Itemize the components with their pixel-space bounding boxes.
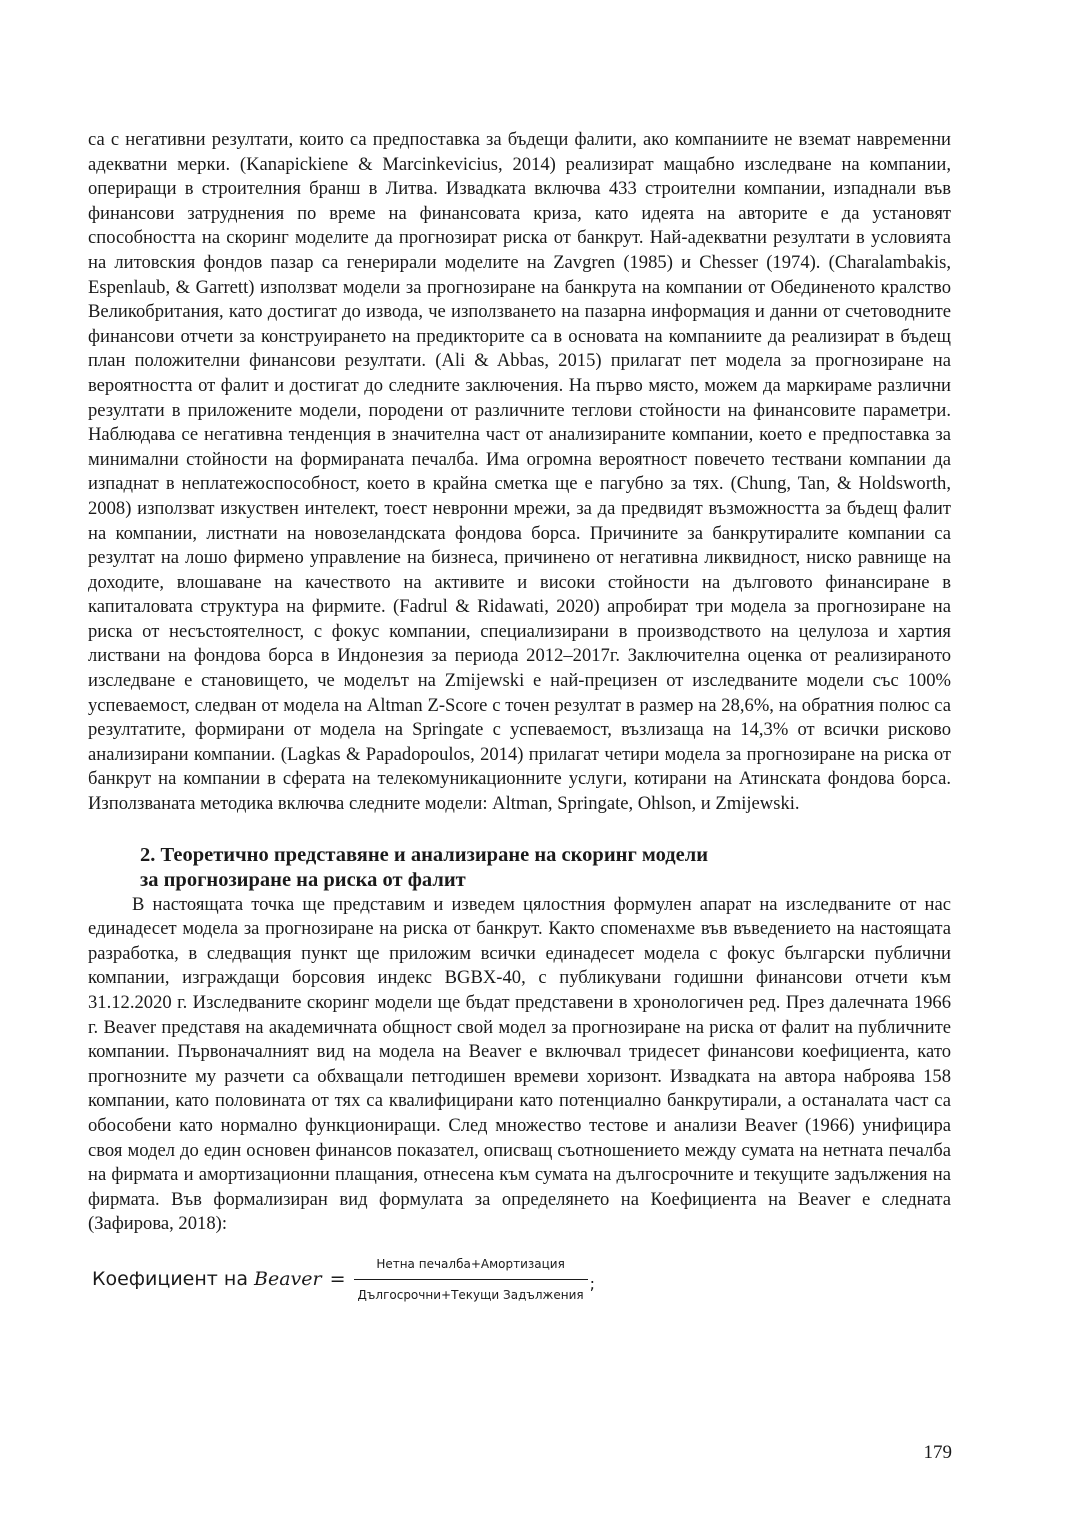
body-paragraph-2: В настоящата точка ще представим и изведем цялостния формулен апарат на изследваните от нас единадесет модела за прогнозиране на риска от банкрут. Както споменахме във въведението на настоящата разработка, в следващия пункт ще приложим всички единадесет модела с фокус български публични компании, изграждащи борсовия индекс BGBX-40, с публикувани годишни финансови отчети към 31.12.2020 г. Изследваните скоринг модели ще бъдат представени в хронологичен ред. През далечната 1966 г. Beaver представя на академичната общност свой модел за прогнозиране на риска от фалит на публичните компании. Първоначалният вид на модела на Beaver е включвал тридесет финансови коефициента, като прогнозните му разчети са обхващали петгодишен времеви хоризонт. Извадката на автора наброява 158 компании, като половината от тях са квалифицирани като потенциално банкрутирали, а останалата част са обособени като нормално функциониращи. След множество тестове и анализи Beaver (1966) унифицира своя модел до един основен финансов показател, описващ съотношението между сумата на нетната печалба на фирмата и амортизационни плащания, отнесена към сумата на дългосрочните и текущите задължения на фирмата. Във формализиран вид формулата за определянето на Коефициента на Beaver е следната (Зафирова, 2018): bbox=[88, 893, 951, 1235]
section-heading bbox=[140, 843, 951, 893]
formula-lhs bbox=[92, 1267, 322, 1292]
formula-lhs-variable: Beaver bbox=[254, 1268, 322, 1291]
formula-fraction bbox=[354, 1252, 588, 1307]
body-paragraph-1: са с негативни резултати, които са предпоставка за бъдещи фалити, ако компаниите не вземат навременни адекватни мерки. (Kanapickiene & Marcinkevicius, 2014) реализират мащабно изследване на компании, опериращи в строителния бранш в Литва. Извадката включва 433 строителни компании, изпаднали във финансови затруднения по време на финансовата криза, като идеята на авторите е да установят способността на скоринг моделите да прогнозират риска от банкрут. Най-адекватни резултати в условията на литовския фондов пазар са генерирали моделите на Zavgren (1985) и Chesser (1974). (Charalambakis, Espenlaub, & Garrett) използват модели за прогнозиране на банкрута на компании от Обединеното кралство Великобритания, като достигат до извода, че използването на пазарна информация и данни от счетоводните финансови отчети за конструирането на предикторите са в основата на компаниите да реализират в бъдещ план положителни финансови резултати. (Ali & Abbas, 2015) прилагат пет модела за прогнозиране на вероятността от фалит и достигат до следните заключения. На първо място, можем да маркираме различни резултати в приложените модели, породени от различните теглови стойности на финансовите параметри. Наблюдава се негативна тенденция в значителна част от анализираните компании, което е предпоставка за минимални стойности на формираната печалба. Има огромна вероятност повечето тествани компании да изпаднат в неплатежоспособност, което в крайна сметка ще е пагубно за тях. (Chung, Tan, & Holdsworth, 2008) използват изкуствен интелект, тоест невронни мрежи, за да предвидят възможността за бъдещ фалит на компании, листнати на новозеландската фондова борса. Причините за банкрутиралите компании са резултат на лошо фирмено управление на бизнеса, причинено от негативна ликвидност, ниско равнище на доходите, влошаване на качеството на активите и високи стойности на дълговото финансиране в капиталовата структура на фирмите. (Fadrul & Ridawati, 2020) апробират три модела за прогнозиране на риска от несъстоятелност, с фокус компании, специализирани в производството на целулоза и хартия листвани на фондова борса в Индонезия за периода 2012–2017г. Заключителна оценка от реализираното изследване е становището, че моделът на Zmijewski е най-прецизен от изследваните модели със 100% успеваемост, следван от модела на Altman Z-Score с точен резултат в размер на 28,6%, на обратния полюс са резултатите, формирани от модела на Springate с успеваемост, възлизаща на 14,3% от всички рисково анализирани компании. (Lagkas & Papadopoulos, 2014) прилагат четири модела за прогнозиране на риска от банкрут на компании в сферата на телекомуникационните услуги, котирани на Атинската фондова борса. Използваната методика включва следните модели: Altman, Springate, Ohlson, и Zmijewski. bbox=[88, 129, 951, 815]
formula-equals: = bbox=[329, 1268, 346, 1291]
section-heading-line-1: 2. Теоретично представяне и анализиране на скоринг модели bbox=[140, 843, 709, 866]
beaver-formula bbox=[88, 1252, 951, 1307]
formula-denominator: Дългосрочни+Текущи Задължения bbox=[357, 1287, 584, 1302]
formula-lhs-text: Коефициент на bbox=[92, 1268, 255, 1291]
formula-terminator: ; bbox=[589, 1274, 595, 1294]
page-content bbox=[88, 128, 951, 1307]
section-heading-line-2: за прогнозиране на риска от фалит bbox=[140, 868, 466, 891]
page-number: 179 bbox=[923, 1442, 952, 1463]
formula-numerator: Нетна печалба+Амортизация bbox=[376, 1256, 565, 1271]
